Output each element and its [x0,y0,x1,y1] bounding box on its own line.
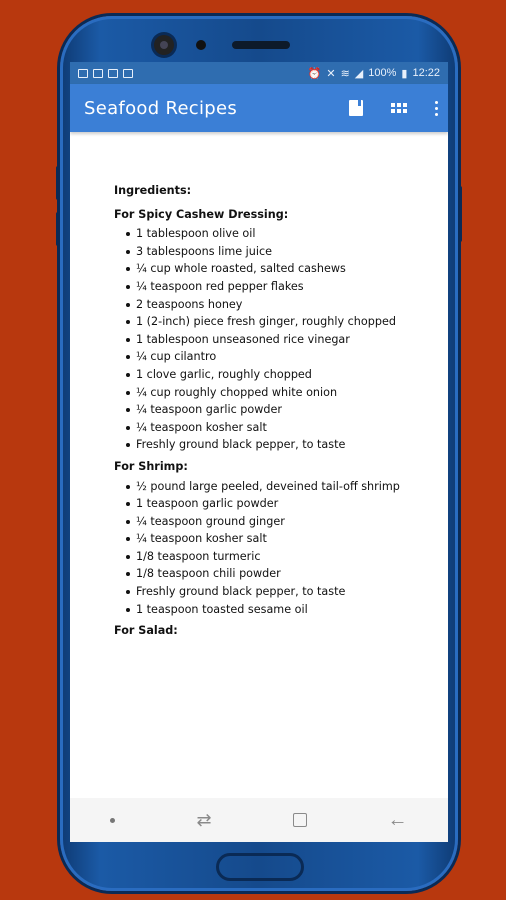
gallery-notification-icon [78,69,88,78]
volume-up-button [56,166,60,200]
list-item: 3 tablespoons lime juice [126,243,448,261]
app-bar [70,84,448,132]
battery-percent: 100% [368,67,397,79]
signal-icon: ◢ [354,67,364,80]
list-item: ¼ cup roughly chopped white onion [126,384,448,402]
list-item: ¼ teaspoon garlic powder [126,401,448,419]
phone-frame [60,16,458,891]
power-button [458,186,462,242]
back-arrow-icon[interactable]: ← [387,808,408,831]
front-camera [154,35,174,55]
ingredient-list [114,225,448,454]
list-item: 1 tablespoon unseasoned rice vinegar [126,331,448,349]
list-item: ¼ teaspoon kosher salt [126,419,448,437]
grid-view-icon[interactable] [391,103,407,113]
recipe-content [70,132,448,640]
physical-home-button[interactable] [216,853,304,881]
list-item: 1 (2-inch) piece fresh ginger, roughly chopped [126,313,448,331]
proximity-sensor [196,40,206,50]
list-item: ¼ teaspoon red pepper flakes [126,278,448,296]
volume-down-button [56,212,60,246]
app-actions [349,100,438,116]
section-title: For Salad: [114,624,178,638]
ingredient-list [114,478,448,619]
app-title: Seafood Recipes [84,97,238,119]
section-title: For Shrimp: [114,459,188,473]
list-item: 1/8 teaspoon turmeric [126,548,448,566]
bookmark-icon[interactable] [349,100,363,116]
battery-icon: ▮ [401,67,408,80]
list-item: Freshly ground black pepper, to taste [126,583,448,601]
more-vert-icon[interactable] [435,101,438,116]
status-bar [70,62,448,84]
ingredients-heading: Ingredients: [114,184,192,197]
bottom-bezel [60,841,458,891]
earpiece-speaker [232,41,290,49]
list-item: ½ pound large peeled, deveined tail-off shrimp [126,478,448,496]
list-item: 1 tablespoon olive oil [126,225,448,243]
list-item: ¼ cup whole roasted, salted cashews [126,260,448,278]
navigation-bar [70,798,448,842]
alarm-icon: ⏰ [307,67,322,80]
list-item: 1 teaspoon toasted sesame oil [126,601,448,619]
phone-screen [70,62,448,842]
wifi-icon: ≋ [340,67,350,80]
list-item: Freshly ground black pepper, to taste [126,436,448,454]
list-item: 1 clove garlic, roughly chopped [126,366,448,384]
nav-dot-icon[interactable] [110,818,115,823]
clipboard-notification-icon [123,69,133,78]
mute-icon: ✕ [326,67,336,80]
file-notification-icon [108,69,118,78]
list-item: ¼ teaspoon ground ginger [126,513,448,531]
list-item: ¼ teaspoon kosher salt [126,530,448,548]
image-notification-icon [93,69,103,78]
list-item: 2 teaspoons honey [126,296,448,314]
status-time: 12:22 [412,67,440,79]
list-item: 1/8 teaspoon chili powder [126,565,448,583]
section-title: For Spicy Cashew Dressing: [114,207,289,221]
home-icon[interactable] [293,813,307,827]
list-item: ¼ cup cilantro [126,348,448,366]
list-item: 1 teaspoon garlic powder [126,495,448,513]
recent-apps-icon[interactable]: ⇄ [196,809,212,830]
status-system [308,67,440,80]
status-notifications [78,69,133,78]
